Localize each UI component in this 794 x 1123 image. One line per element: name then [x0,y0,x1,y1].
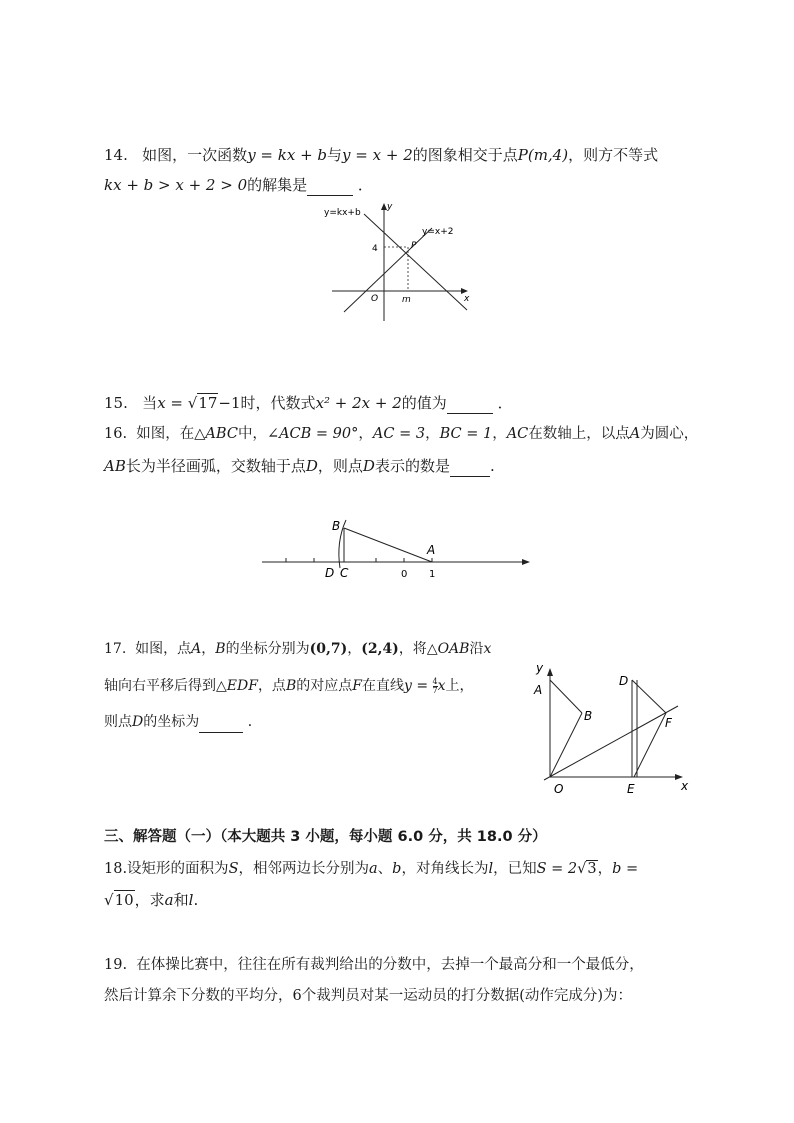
q17-coord-a: (0,7) [309,641,348,657]
q18-text: ，求 [134,891,165,909]
q16-ac: AC = 3 [372,426,426,442]
q16-point-d: D [305,457,318,475]
q17-text: 沿 [469,641,484,657]
q17-text: ，点 [257,678,286,694]
q14-fig-label-m: m [402,295,411,305]
q16-end: . [489,457,495,475]
q17-frac-den: 7 [432,685,438,695]
q18-a: a [369,861,378,877]
q18-sep: 、 [377,861,393,877]
q16-line2 [104,456,495,477]
q18-radicand: 10 [114,891,134,909]
q15-number: 15. [104,394,128,412]
q18-l: l [488,861,494,877]
q17-fig-label-y: y [536,661,544,675]
q16-number: 16. [104,426,128,442]
section-3-title: 三、解答题（一）（本大题共 3 小题，每小题 6.0 分，共 18.0 分） [104,829,547,845]
q16-text: 表示的数是 [374,457,450,475]
q17-point-f: F [352,678,362,694]
q17-point-b: B [285,678,297,694]
q18-line1 [104,859,638,879]
q15-answer-blank[interactable] [447,393,493,414]
q17-text: 的对应点 [296,678,353,694]
q17-fig-label-x: x [681,779,689,793]
q16-text: 为圆心， [640,426,699,442]
q18-b: b [392,861,402,877]
q18-text: ，对角线长为 [401,861,489,877]
q17-fig-label-E: E [627,782,635,796]
q18-s-eq: S = 2 [536,861,578,877]
q15-text: 时，代数式 [240,394,316,412]
q16-text: 在数轴上，以点 [528,426,630,442]
q15-sqrt: √17 [187,394,218,412]
q16-fig-label-B: B [332,519,341,533]
q16-line1 [104,424,698,444]
q14-number: 14. [104,146,128,164]
q19-line1 [104,955,644,975]
q15-minus: −1 [218,394,241,412]
q18-radicand: 3 [587,861,597,877]
q14-text: ，则方不等式 [568,146,659,164]
q16-text: 中， [237,426,267,442]
q16-point-d: D [362,457,375,475]
q18-l: l [188,891,194,909]
q17-end: ． [247,714,262,730]
q14-text: 的图象相交于点 [412,146,518,164]
q17-number: 17. [104,641,127,657]
q17-line1 [104,639,491,659]
q17-frac-num: 4 [432,676,438,686]
q18-line2 [104,890,198,910]
q16-fig-label-A: A [427,543,436,557]
q15-radicand: 17 [198,394,218,412]
q17-coord-b: (2,4) [361,641,399,657]
q14-eq1: y = kx + b [247,146,328,164]
q15-text: 的值为 [401,394,447,412]
q18-sep: ， [597,861,613,877]
q17-point-b: B [215,641,226,657]
q18-sqrt10: √10 [104,891,134,909]
q14-fig-label-P: P [411,241,417,251]
q14-line1 [104,145,658,165]
q18-text: 18.设矩形的面积为 [104,861,229,877]
q16-angle: ∠ACB = 90° [266,426,359,442]
q16-text: ，则点 [317,457,363,475]
q16-point-a: A [629,426,641,442]
q16-triangle: △ABC [194,426,238,442]
q16-ac2: AC [506,426,529,442]
q17-text: 的坐标分别为 [225,641,310,657]
q17-line3 [104,712,262,733]
q16-sep: ， [358,426,373,442]
q14-fig-label-4: 4 [372,244,378,254]
q17-text: ，将 [398,641,427,657]
q14-eq2: y = x + 2 [342,146,413,164]
q17-sep: ， [201,641,216,657]
q18-text: 和 [173,891,189,909]
q17-x: x [483,641,492,657]
q16-fig-label-1: 1 [429,569,436,580]
q16-text: 如图，在 [136,426,195,442]
q14-text: 的解集是 [247,176,308,194]
q14-fig-label-line2: y=x+2 [422,227,454,237]
q19-number: 19. [104,957,128,973]
q17-fig-label-B: B [584,709,593,723]
q14-answer-blank[interactable] [307,175,353,196]
q17-point-d: D [132,714,144,730]
q18-end: . [193,891,199,909]
q14-text: 如图，一次函数 [142,146,248,164]
q14-fig-label-line1: y=kx+b [324,208,361,218]
q18-s: S [228,861,239,877]
q18-text: ，相邻两边长分别为 [238,861,369,877]
q15-x-eq: x = [157,394,188,412]
q19-line2: 然后计算余下分数的平均分，6个裁判员对某一运动员的打分数据(动作完成分)为： [104,988,633,1004]
q14-text: 与 [327,146,343,164]
q17-line2 [104,676,474,696]
q17-fig-label-F: F [665,716,672,730]
q17-triangle2: △EDF [216,678,258,694]
q17-answer-blank[interactable] [199,712,243,733]
q19-text: 在体操比赛中，往往在所有裁判给出的分数中，去掉一个最高分和一个最低分， [136,957,644,973]
q14-point: P(m,4) [517,146,569,164]
q16-fig-label-D: D [325,566,335,580]
q17-fig-label-D: D [619,674,629,688]
q16-sep: ， [492,426,507,442]
q17-text: 的坐标为 [143,714,200,730]
q16-answer-blank[interactable] [450,456,490,477]
q17-point-a: A [191,641,202,657]
q17-text: 则点 [104,714,132,730]
q18-text: ，已知 [493,861,537,877]
q16-figure [258,512,536,582]
q14-inequality: kx + b > x + 2 > 0 [104,176,248,194]
q17-text: 轴向右平移后得到 [104,678,216,694]
q18-a: a [164,891,174,909]
q14-end: ． [357,176,373,194]
q17-y-eq: y = [403,678,433,694]
q14-fig-label-y: y [387,202,393,212]
q17-figure [528,660,696,798]
q14-figure [320,198,480,324]
q14-fig-label-origin: O [371,294,379,304]
q16-fig-label-0: 0 [401,569,408,580]
q17-sep: ， [347,641,362,657]
q16-ab: AB [104,457,126,475]
q16-bc: BC = 1 [439,426,493,442]
q14-line2 [104,175,373,196]
q16-fig-label-C: C [340,566,349,580]
q15-line [104,393,513,414]
q17-text: 上， [445,678,474,694]
q17-triangle: △OAB [426,641,470,657]
q18-sqrt3: √3 [577,861,597,877]
q16-sep: ， [425,426,440,442]
q18-b-eq: b = [612,861,639,877]
q17-text: 如图，点 [135,641,192,657]
q14-fig-label-x: x [464,294,470,304]
q15-end: ． [497,394,513,412]
q17-fig-label-O: O [554,782,564,796]
q17-fig-label-A: A [534,683,543,697]
q16-text: 长为半径画弧，交数轴于点 [125,457,306,475]
q17-text: 在直线 [361,678,404,694]
q15-text: 当 [142,394,158,412]
q15-expression: x² + 2x + 2 [315,394,402,412]
q17-x: x [437,678,446,694]
